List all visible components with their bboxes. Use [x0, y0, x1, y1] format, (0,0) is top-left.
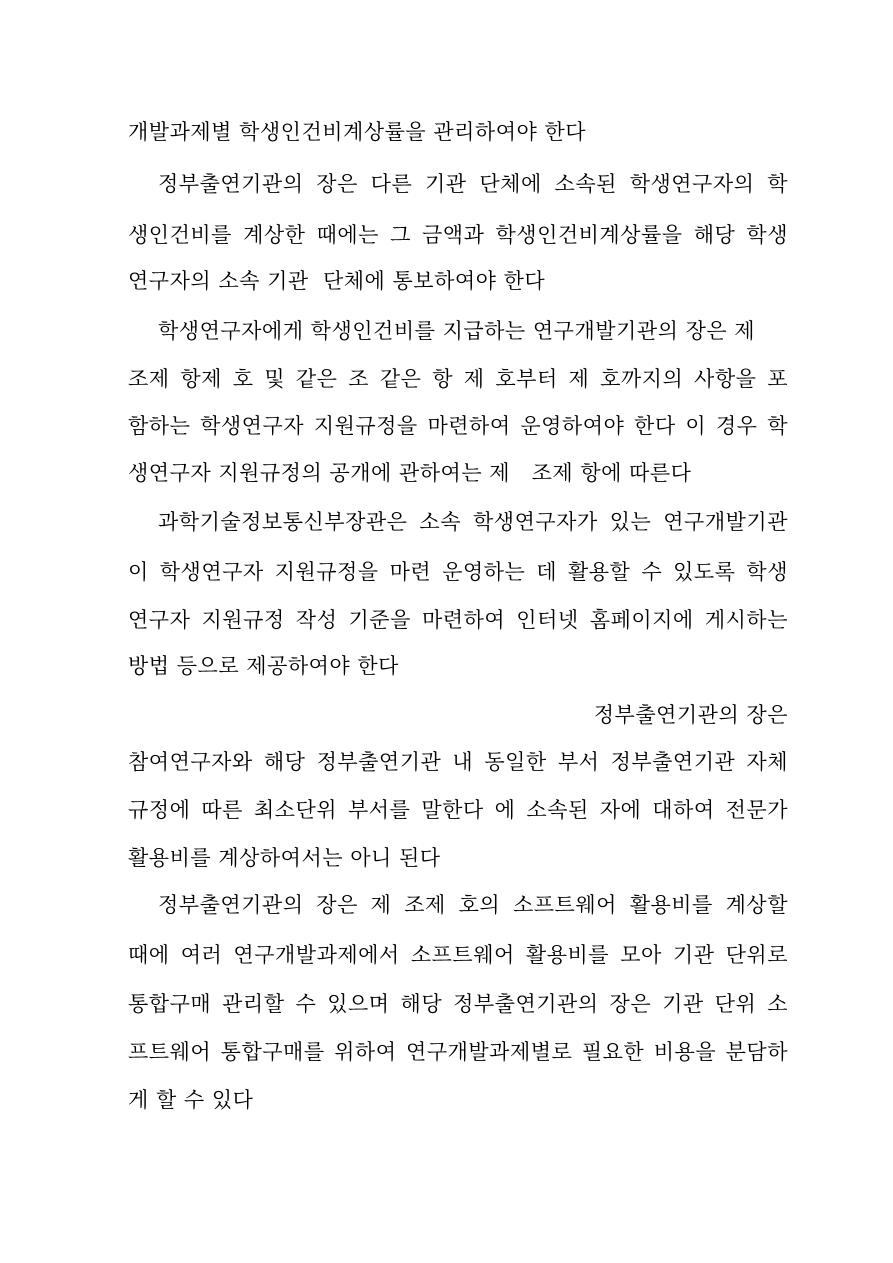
paragraph-3-line-4: 생연구자 지원규정의 공개에 관하여는 제 조제 항에 따른다 — [128, 461, 692, 485]
paragraph-6-line-5: 게 할 수 있다 — [128, 1088, 254, 1112]
paragraph-5-line-4: 활용비를 계상하여서는 아니 된다 — [128, 846, 441, 870]
paragraph-4-line-2: 이 학생연구자 지원규정을 마련 운영하는 데 활용할 수 있도록 학생 — [128, 560, 788, 584]
paragraph-3-line-2: 조제 항제 호 및 같은 조 같은 항 제 호부터 제 호까지의 사항을 포 — [128, 367, 788, 391]
paragraph-4-line-4: 방법 등으로 제공하여야 한다 — [128, 654, 399, 678]
paragraph-4-line-3: 연구자 지원규정 작성 기준을 마련하여 인터넷 홈페이지에 게시하는 — [128, 608, 788, 632]
paragraph-6-line-1: 정부출연기관의 장은 제 조제 호의 소프트웨어 활용비를 계상할 — [158, 893, 788, 917]
paragraph-3-line-1: 학생연구자에게 학생인건비를 지급하는 연구개발기관의 장은 제 — [158, 319, 756, 343]
paragraph-6-line-3: 통합구매 관리할 수 있으며 해당 정부출연기관의 장은 기관 단위 소 — [128, 992, 788, 1016]
paragraph-6-line-2: 때에 여러 연구개발과제에서 소프트웨어 활용비를 모아 기관 단위로 — [128, 943, 788, 967]
paragraph-6-line-4: 프트웨어 통합구매를 위하여 연구개발과제별로 필요한 비용을 분담하 — [128, 1040, 788, 1064]
paragraph-3-line-3: 함하는 학생연구자 지원규정을 마련하여 운영하여야 한다 이 경우 학 — [128, 414, 788, 438]
paragraph-1-line-1: 개발과제별 학생인건비계상률을 관리하여야 한다 — [128, 120, 587, 144]
paragraph-5-line-1: 정부출연기관의 장은 — [593, 703, 788, 727]
paragraph-5-line-2: 참여연구자와 해당 정부출연기관 내 동일한 부서 정부출연기관 자체 — [128, 750, 788, 774]
paragraph-2-line-3: 연구자의 소속 기관 단체에 통보하여야 한다 — [128, 269, 546, 293]
paragraph-4-line-1: 과학기술정보통신부장관은 소속 학생연구자가 있는 연구개발기관 — [158, 510, 788, 534]
paragraph-2-line-1: 정부출연기관의 장은 다른 기관 단체에 소속된 학생연구자의 학 — [158, 172, 788, 196]
paragraph-2-line-2: 생인건비를 계상한 때에는 그 금액과 학생인건비계상률을 해당 학생 — [128, 223, 788, 247]
paragraph-5-line-3: 규정에 따른 최소단위 부서를 말한다 에 소속된 자에 대하여 전문가 — [128, 798, 788, 822]
